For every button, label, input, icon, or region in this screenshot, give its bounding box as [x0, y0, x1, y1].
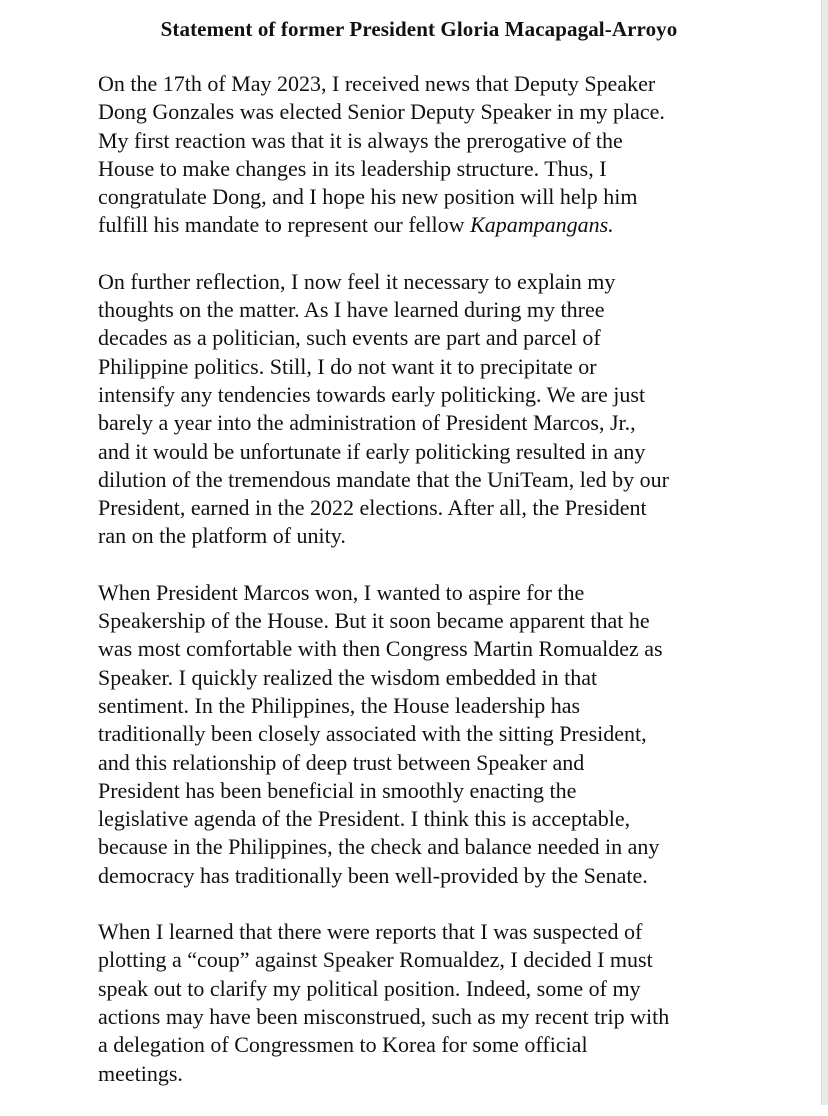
text-line: President, earned in the 2022 elections. After all, the President	[98, 495, 647, 521]
text-line: ran on the platform of unity.	[98, 523, 346, 549]
text-line: decades as a politician, such events are part and parcel of	[98, 325, 601, 351]
document-title: Statement of former President Gloria Macapagal-Arroyo	[160, 17, 678, 41]
paragraph-1	[98, 70, 748, 240]
text-line: intensify any tendencies towards early politicking. We are just	[98, 381, 646, 407]
text-line-prefix: fulfill his mandate to represent our fellow	[98, 212, 471, 238]
text-line: On further reflection, I now feel it necessary to explain my	[98, 268, 616, 294]
text-line: a delegation of Congressmen to Korea for some official	[98, 1032, 588, 1058]
text-line: Dong Gonzales was elected Senior Deputy Speaker in my place.	[98, 99, 665, 125]
text-line: congratulate Dong, and I hope his new position will help him	[98, 184, 638, 210]
text-line: meetings.	[98, 1060, 183, 1086]
text-line: barely a year into the administration of President Marcos, Jr.,	[98, 410, 636, 436]
text-line: dilution of the tremendous mandate that the UniTeam, led by our	[98, 466, 669, 492]
paragraph-4	[98, 918, 748, 1088]
text-line: Speakership of the House. But it soon became apparent that he	[98, 608, 650, 634]
text-line: was most comfortable with then Congress Martin Romualdez as	[98, 636, 663, 662]
text-line: traditionally been closely associated with the sitting President,	[98, 721, 647, 747]
text-line: actions may have been misconstrued, such as my recent trip with	[98, 1003, 670, 1029]
right-edge-bar	[821, 0, 828, 1105]
text-line: and this relationship of deep trust between Speaker and	[98, 749, 585, 775]
text-line: democracy has traditionally been well-provided by the Senate.	[98, 862, 648, 888]
text-line: thoughts on the matter. As I have learned during my three	[98, 297, 605, 323]
text-line	[98, 211, 748, 239]
text-line: Speaker. I quickly realized the wisdom embedded in that	[98, 664, 598, 690]
text-line: Philippine politics. Still, I do not want it to precipitate or	[98, 353, 597, 379]
text-line: President has been beneficial in smoothly enacting the	[98, 777, 577, 803]
paragraph-3	[98, 579, 748, 890]
paragraph-2	[98, 268, 748, 551]
text-line: House to make changes in its leadership structure. Thus, I	[98, 155, 607, 181]
text-line: When President Marcos won, I wanted to aspire for the	[98, 579, 585, 605]
italic-term: Kapampangans.	[470, 212, 614, 238]
text-line: When I learned that there were reports that I was suspected of	[98, 919, 643, 945]
text-line: because in the Philippines, the check and balance needed in any	[98, 834, 660, 860]
statement-document	[98, 14, 748, 1116]
text-line: speak out to clarify my political position. Indeed, some of my	[98, 975, 641, 1001]
text-line: plotting a “coup” against Speaker Romualdez, I decided I must	[98, 947, 653, 973]
text-line: My first reaction was that it is always the prerogative of the	[98, 127, 623, 153]
text-line: sentiment. In the Philippines, the House leadership has	[98, 692, 581, 718]
text-line: On the 17th of May 2023, I received news that Deputy Speaker	[98, 71, 656, 96]
text-line: and it would be unfortunate if early politicking resulted in any	[98, 438, 646, 464]
text-line: legislative agenda of the President. I think this is acceptable,	[98, 806, 631, 832]
